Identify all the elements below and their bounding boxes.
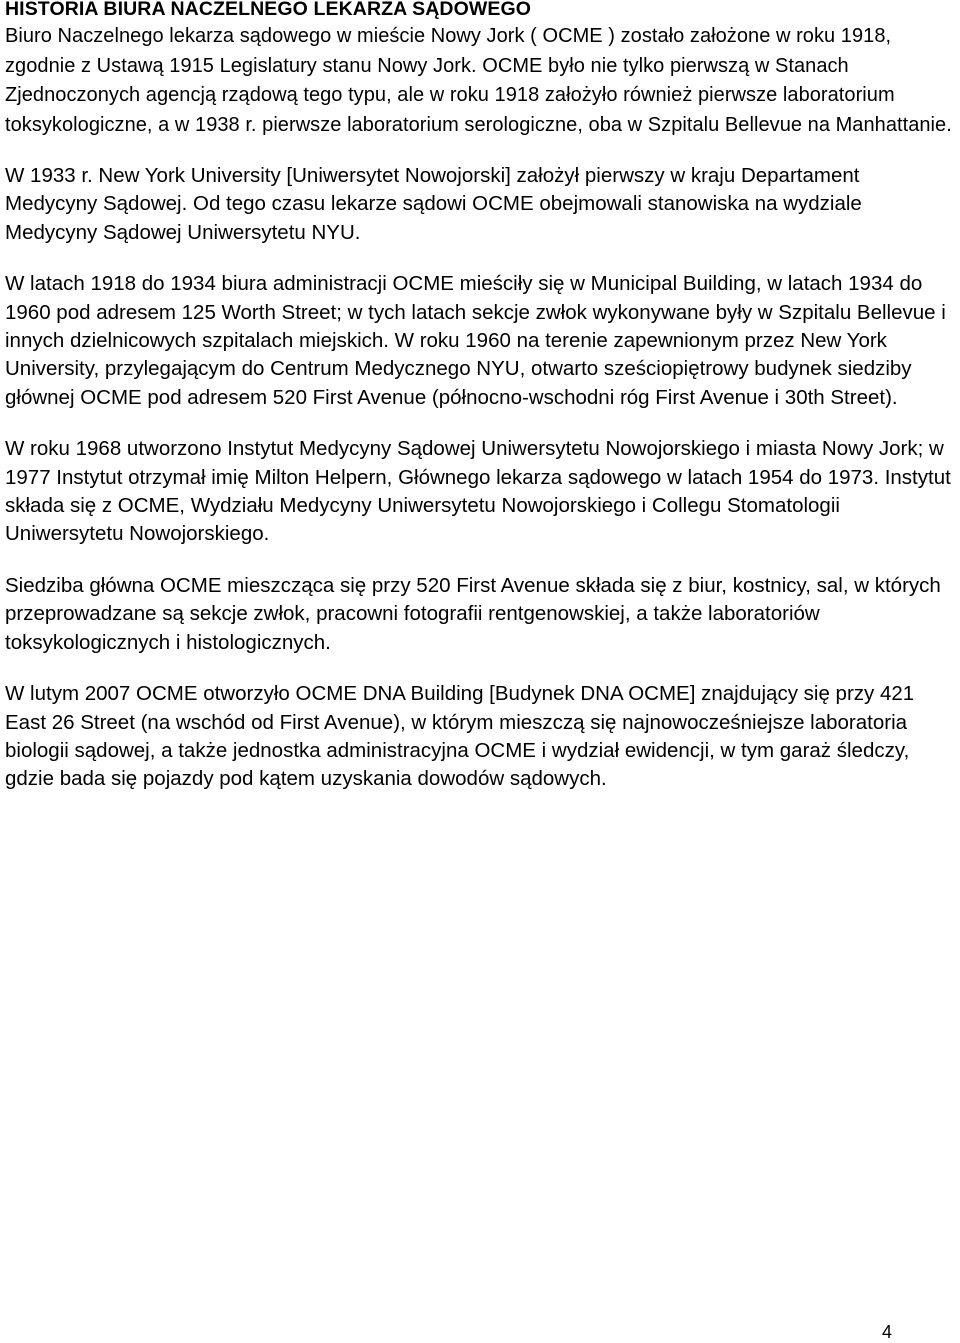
paragraph-1933: W 1933 r. New York University [Uniwersytet Nowojorski] założył pierwszy w kraju Departament Medycyny Sądowej. Od tego czasu lekarze sądowi OCME obejmowali stanowiska na wydziale Medycyny Sądowej Uniwersytetu NYU. xyxy=(5,164,862,244)
paragraph-headquarters: Siedziba główna OCME mieszcząca się przy 520 First Avenue składa się z biur, kostnicy, sal, w których przeprowadzane są sekcje zwłok, pracowni fotografii rentgenowskiej, a także laboratoriów toksykologicznych i histologicznych. xyxy=(5,573,941,654)
paragraph-1968: W roku 1968 utworzono Instytut Medycyny Sądowej Uniwersytetu Nowojorskiego i miasta Nowy Jork; w 1977 Instytut otrzymał imię Milton Helpern, Głównego lekarza sądowego w latach 1954 do 1973. Instytut składa się z OCME, Wydziału Medycyny Uniwersytetu Nowojorskiego i Collegu Stomatologii Uniwersytetu Nowojorskiego. xyxy=(5,437,951,546)
page-number: 4 xyxy=(881,1322,892,1342)
intro-paragraph: Biuro Naczelnego lekarza sądowego w mieście Nowy Jork ( OCME ) zostało założone w roku 1918, zgodnie z Ustawą 1915 Legislatury stanu Nowy Jork. OCME było nie tylko pierwszą w Stanach Zjednoczonych agencją rządową tego typu, ale w roku 1918 założyło również pierwsze laboratorium toksykologiczne, a w 1938 r. pierwsze laboratorium serologiczne, oba w Szpitalu Bellevue na Manhattanie. xyxy=(5,25,952,136)
paragraph-2007: W lutym 2007 OCME otworzyło OCME DNA Building [Budynek DNA OCME] znajdujący się przy 421 East 26 Street (na wschód od First Avenue), w którym mieszczą się najnowocześniejsze laboratoria biologii sądowej, a także jednostka administracyjna OCME i wydział ewidencji, w tym garaż śledczy, gdzie bada się pojazdy pod kątem uzyskania dowodów sądowych. xyxy=(5,682,915,791)
paragraph-1918-1934: W latach 1918 do 1934 biura administracji OCME mieściły się w Municipal Building, w latach 1934 do 1960 pod adresem 125 Worth Street; w tych latach sekcje zwłok wykonywane były w Szpitalu Bellevue i innych dzielnicowych szpitalach miejskich. W roku 1960 na terenie zapewnionym przez New York University, przylegającym do Centrum Medycznego NYU, otwarto sześciopiętrowy budynek siedziby głównej OCME pod adresem 520 First Avenue (północno-wschodni róg First Avenue i 30th Street). xyxy=(5,272,946,409)
document-page xyxy=(5,0,957,794)
document-heading: HISTORIA BIURA NACZELNEGO LEKARZA SĄDOWEGO xyxy=(5,0,532,19)
